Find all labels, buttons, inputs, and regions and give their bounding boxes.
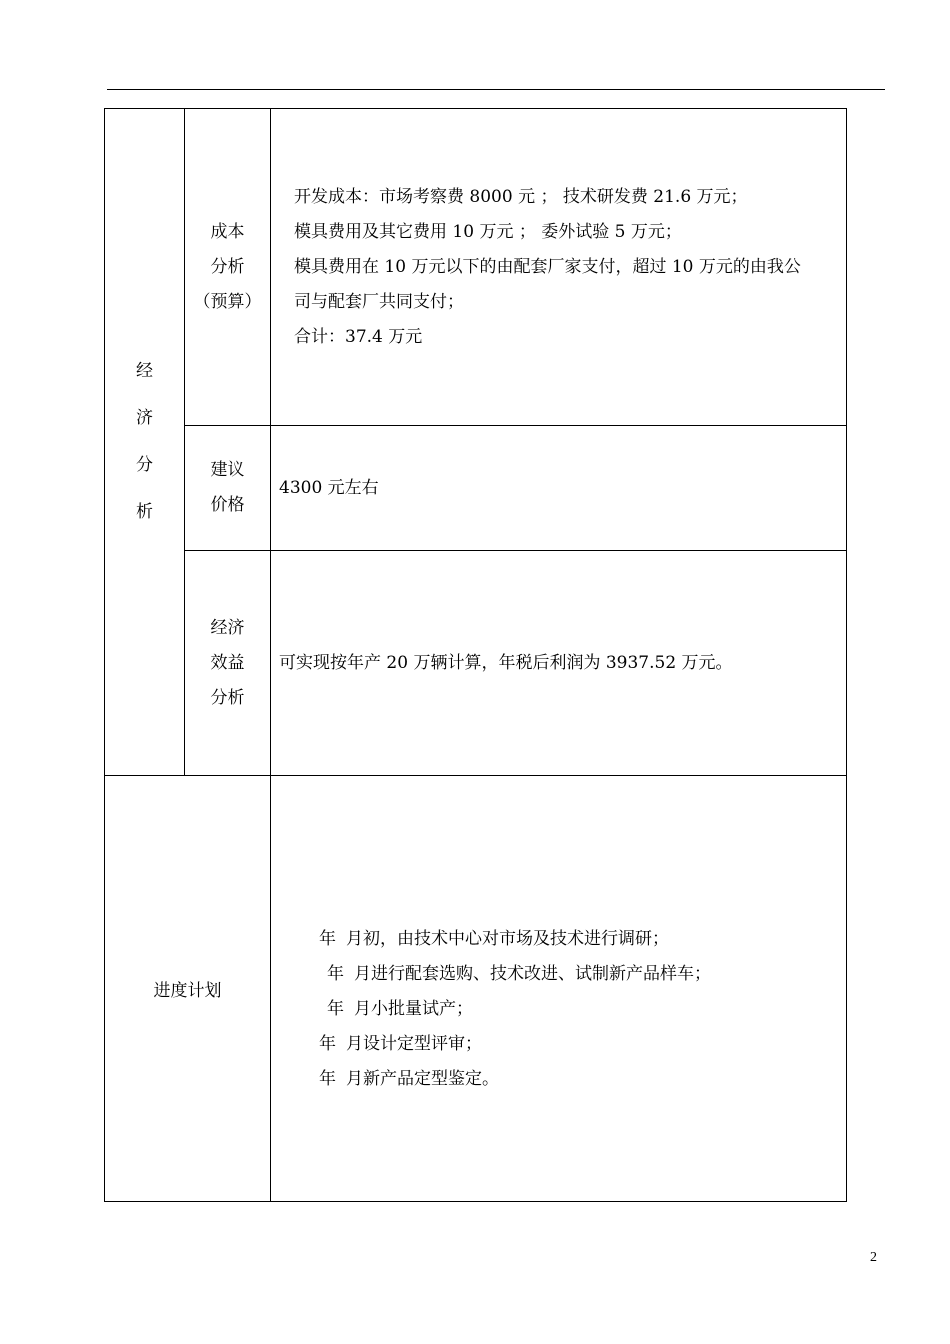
economic-analysis-char: 析 xyxy=(136,502,153,522)
suggested-price-content xyxy=(271,426,847,551)
schedule-item xyxy=(319,1062,846,1097)
economic-analysis-char: 济 xyxy=(136,408,153,428)
benefit-label-line: 效益 xyxy=(210,652,245,673)
price-label-line: 价格 xyxy=(210,495,245,515)
suggested-price-value: 4300 元左右 xyxy=(279,477,379,498)
schedule-text: 月设计定型评审； xyxy=(346,1034,482,1054)
benefit-label-line: 经济 xyxy=(210,617,245,638)
economic-analysis-label xyxy=(105,109,185,776)
price-label-line: 建议 xyxy=(210,460,245,480)
market-survey-cost: 开发成本：市场考察费 8000 元 ； xyxy=(294,186,558,207)
mold-cost: 模具费用及其它费用 10 万元 ； xyxy=(294,221,536,242)
cost-analysis-row xyxy=(105,109,847,426)
schedule-year: 年 xyxy=(327,999,344,1019)
cost-label-line: 成本 xyxy=(210,221,245,242)
schedule-content xyxy=(271,776,847,1202)
schedule-year: 年 xyxy=(319,929,336,949)
schedule-item xyxy=(319,957,846,992)
schedule-text: 月进行配套选购、技术改进、试制新产品样车； xyxy=(354,964,711,984)
payment-rule-cont: 司与配套厂共同支付； xyxy=(294,291,464,312)
cost-analysis-label xyxy=(185,109,271,426)
economic-benefit-content xyxy=(271,551,847,776)
schedule-text: 月初，由技术中心对市场及技术进行调研； xyxy=(346,929,669,949)
schedule-text: 月小批量试产； xyxy=(354,999,473,1019)
payment-rule: 模具费用在 10 万元以下的由配套厂家支付，超过 10 万元的由我公 xyxy=(294,256,801,277)
suggested-price-label xyxy=(185,426,271,551)
rd-cost: 技术研发费 21.6 万元； xyxy=(562,186,748,207)
cost-label-line: （预算） xyxy=(193,291,262,312)
header-rule xyxy=(107,89,885,90)
project-table xyxy=(104,108,847,1202)
economic-analysis-char: 经 xyxy=(136,361,153,381)
schedule-year: 年 xyxy=(327,964,344,984)
schedule-text: 月新产品定型鉴定。 xyxy=(346,1069,499,1089)
schedule-year: 年 xyxy=(319,1069,336,1089)
cost-line-2 xyxy=(294,215,846,250)
page-number: 2 xyxy=(870,1250,877,1265)
schedule-item xyxy=(319,992,846,1027)
schedule-row xyxy=(105,776,847,1202)
schedule-item xyxy=(319,922,846,957)
cost-total: 合计：37.4 万元 xyxy=(294,326,423,347)
schedule-label: 进度计划 xyxy=(105,776,271,1202)
schedule-year: 年 xyxy=(319,1034,336,1054)
cost-analysis-content xyxy=(271,109,847,426)
economic-benefit-row xyxy=(105,551,847,776)
benefit-label-line: 分析 xyxy=(210,687,245,708)
suggested-price-row xyxy=(105,426,847,551)
outsourced-test-cost: 委外试验 5 万元； xyxy=(541,221,682,242)
economic-analysis-char: 分 xyxy=(136,455,153,475)
economic-benefit-value: 可实现按年产 20 万辆计算，年税后利润为 3937.52 万元。 xyxy=(279,652,733,673)
cost-label-line: 分析 xyxy=(210,256,245,277)
cost-line-1 xyxy=(294,180,846,215)
schedule-item xyxy=(319,1027,846,1062)
economic-benefit-label xyxy=(185,551,271,776)
